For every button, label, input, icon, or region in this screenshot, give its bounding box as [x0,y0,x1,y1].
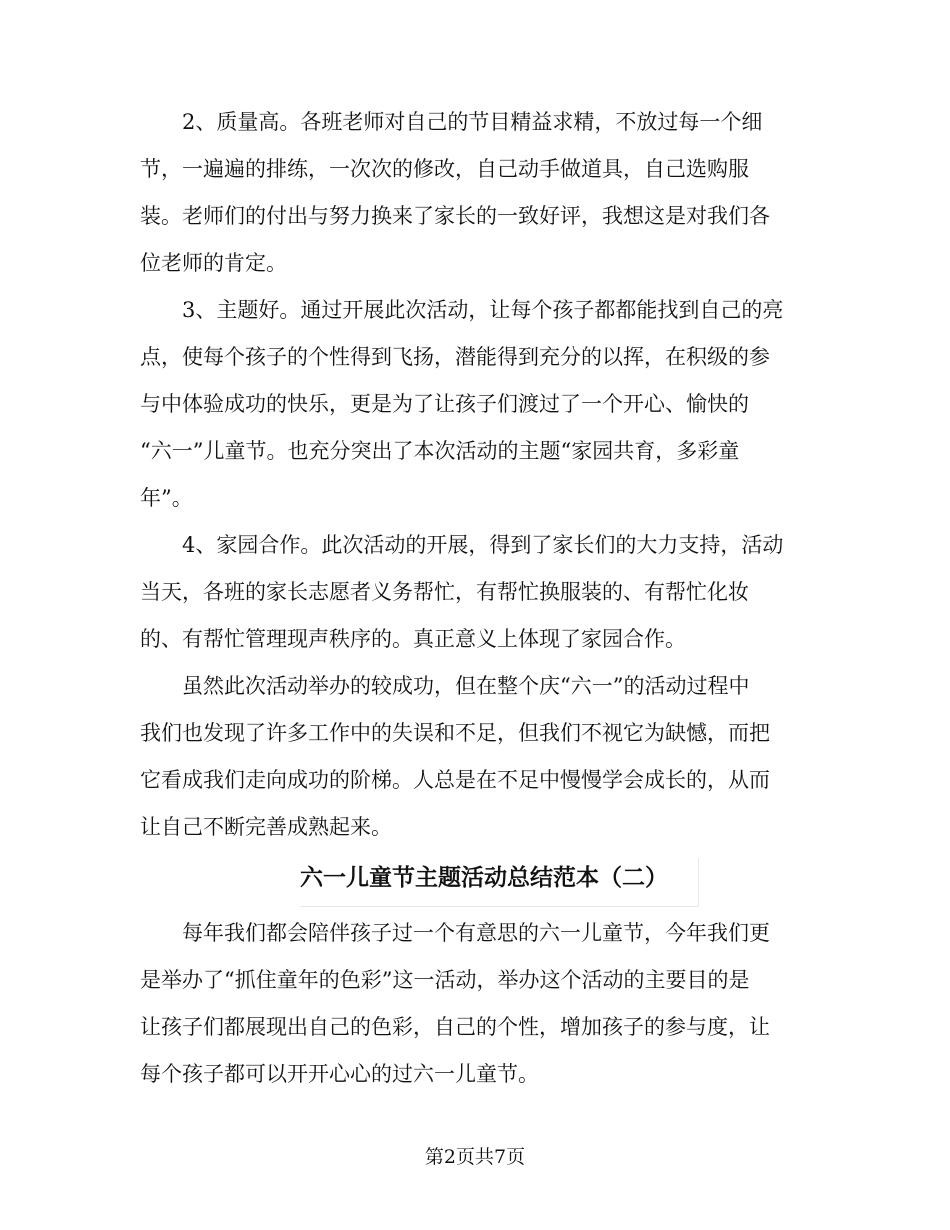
text-line: 年”。 [140,486,193,510]
text-line: 每年我们都会陪伴孩子过一个有意思的六一儿童节，今年我们更 [140,921,770,945]
text-line: 点，使每个孩子的个性得到飞扬，潜能得到充分的以挥，在积级的参 [140,345,770,369]
text-line: 是举办了“抓住童年的色彩”这一活动，举办这个活动的主要目的是 [140,968,750,992]
text-line: 它看成我们走向成功的阶梯。人总是在不足中慢慢学会成长的，从而 [140,768,770,792]
text-line: 的、有帮忙管理现声秩序的。真正意义上体现了家园合作。 [140,627,686,651]
text-line: 位老师的肯定。 [140,251,287,275]
text-line: “六一”儿童节。也充分突出了本次活动的主题“家园共育，多彩童 [140,439,740,463]
page-number-footer: 第2页共7页 [424,1146,526,1168]
text-line: 当天，各班的家长志愿者义务帮忙，有帮忙换服装的、有帮忙化妆 [140,580,749,604]
text-line: 让自己不断完善成熟起来。 [140,815,392,839]
text-line: 4、家园合作。此次活动的开展，得到了家长们的大力支持，活动 [140,533,784,557]
text-line: 虽然此次活动举办的较成功，但在整个庆“六一”的活动过程中 [140,674,750,698]
text-line: 装。老师们的付出与努力换来了家长的一致好评，我想这是对我们各 [140,204,770,228]
text-line: 节，一遍遍的排练，一次次的修改，自己动手做道具，自己选购服 [140,157,749,181]
text-line: 2、质量高。各班老师对自己的节目精益求精，不放过每一个细 [140,110,763,134]
text-line: 3、主题好。通过开展此次活动，让每个孩子都都能找到自己的亮 [140,298,784,322]
section-heading: 六一儿童节主题活动总结范本（二） [300,858,699,907]
text-line: 与中体验成功的快乐，更是为了让孩子们渡过了一个开心、愉快的 [140,392,749,416]
text-line: 让孩子们都展现出自己的色彩，自己的个性，增加孩子的参与度，让 [140,1015,770,1039]
text-line: 每个孩子都可以开开心心的过六一儿童节。 [140,1062,539,1086]
text-line: 我们也发现了许多工作中的失误和不足，但我们不视它为缺憾，而把 [140,721,770,745]
